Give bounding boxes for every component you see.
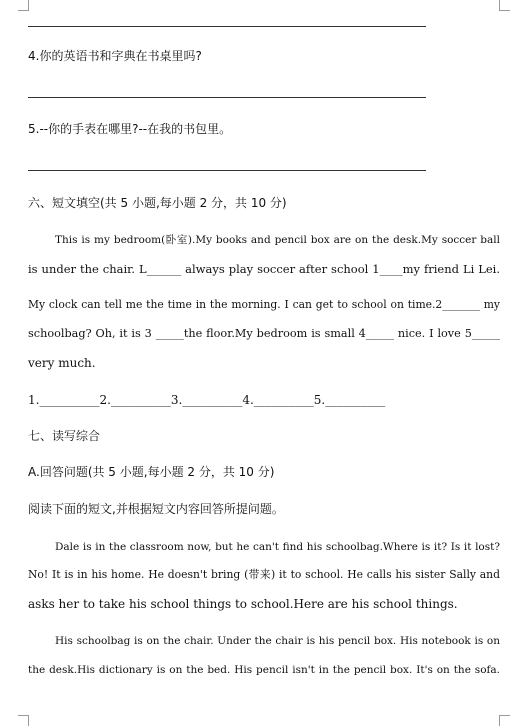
passage-4-line-2: the desk.His dictionary is on the bed. His pencil isn't in the pencil box. It's on the sofa. <box>28 664 500 676</box>
answer-blanks: 1.__________2.__________3.__________4.__________5.__________ <box>28 393 386 407</box>
answer-line <box>28 97 426 98</box>
passage-3-line-3: asks her to take his school things to school.Here are his school things. <box>28 597 458 611</box>
crop-mark-top-right <box>499 0 510 11</box>
crop-mark-bottom-left <box>18 715 29 726</box>
passage-2-line-3: very much. <box>28 356 96 370</box>
section-7-title: 七、读写综合 <box>28 429 101 443</box>
crop-mark-top-left <box>18 0 29 11</box>
passage-1-line-1: This is my bedroom(卧室).My books and pencil box are on the desk.My soccer ball <box>55 234 500 246</box>
reading-instruction: 阅读下面的短文,并根据短文内容回答所提问题。 <box>28 502 284 516</box>
question-4: 4.你的英语书和字典在书桌里吗? <box>28 49 202 63</box>
passage-3-line-1: Dale is in the classroom now, but he can't find his schoolbag.Where is it? Is it lost? <box>55 541 500 553</box>
part-a-title: A.回答问题(共 5 小题,每小题 2 分，共 10 分) <box>28 465 275 479</box>
passage-2-line-2: schoolbag? Oh, it is 3 _____the floor.My bedroom is small 4_____ nice. I love 5_____ <box>28 327 500 340</box>
passage-4-line-1: His schoolbag is on the chair. Under the chair is his pencil box. His notebook is on <box>55 635 500 647</box>
question-5: 5.--你的手表在哪里?--在我的书包里。 <box>28 122 232 136</box>
passage-2-line-1: My clock can tell me the time in the morning. I can get to school on time.2_______ my <box>28 298 500 311</box>
answer-line <box>28 26 426 27</box>
passage-3-line-2: No! It is in his home. He doesn't bring (带来) it to school. He calls his sister Sally and <box>28 568 500 581</box>
passage-1-line-2: is under the chair. L______ always play soccer after school 1____my friend Li Lei. <box>28 262 500 276</box>
section-6-title: 六、短文填空(共 5 小题,每小题 2 分，共 10 分) <box>28 196 287 210</box>
answer-line <box>28 170 426 171</box>
crop-mark-bottom-right <box>499 715 510 726</box>
